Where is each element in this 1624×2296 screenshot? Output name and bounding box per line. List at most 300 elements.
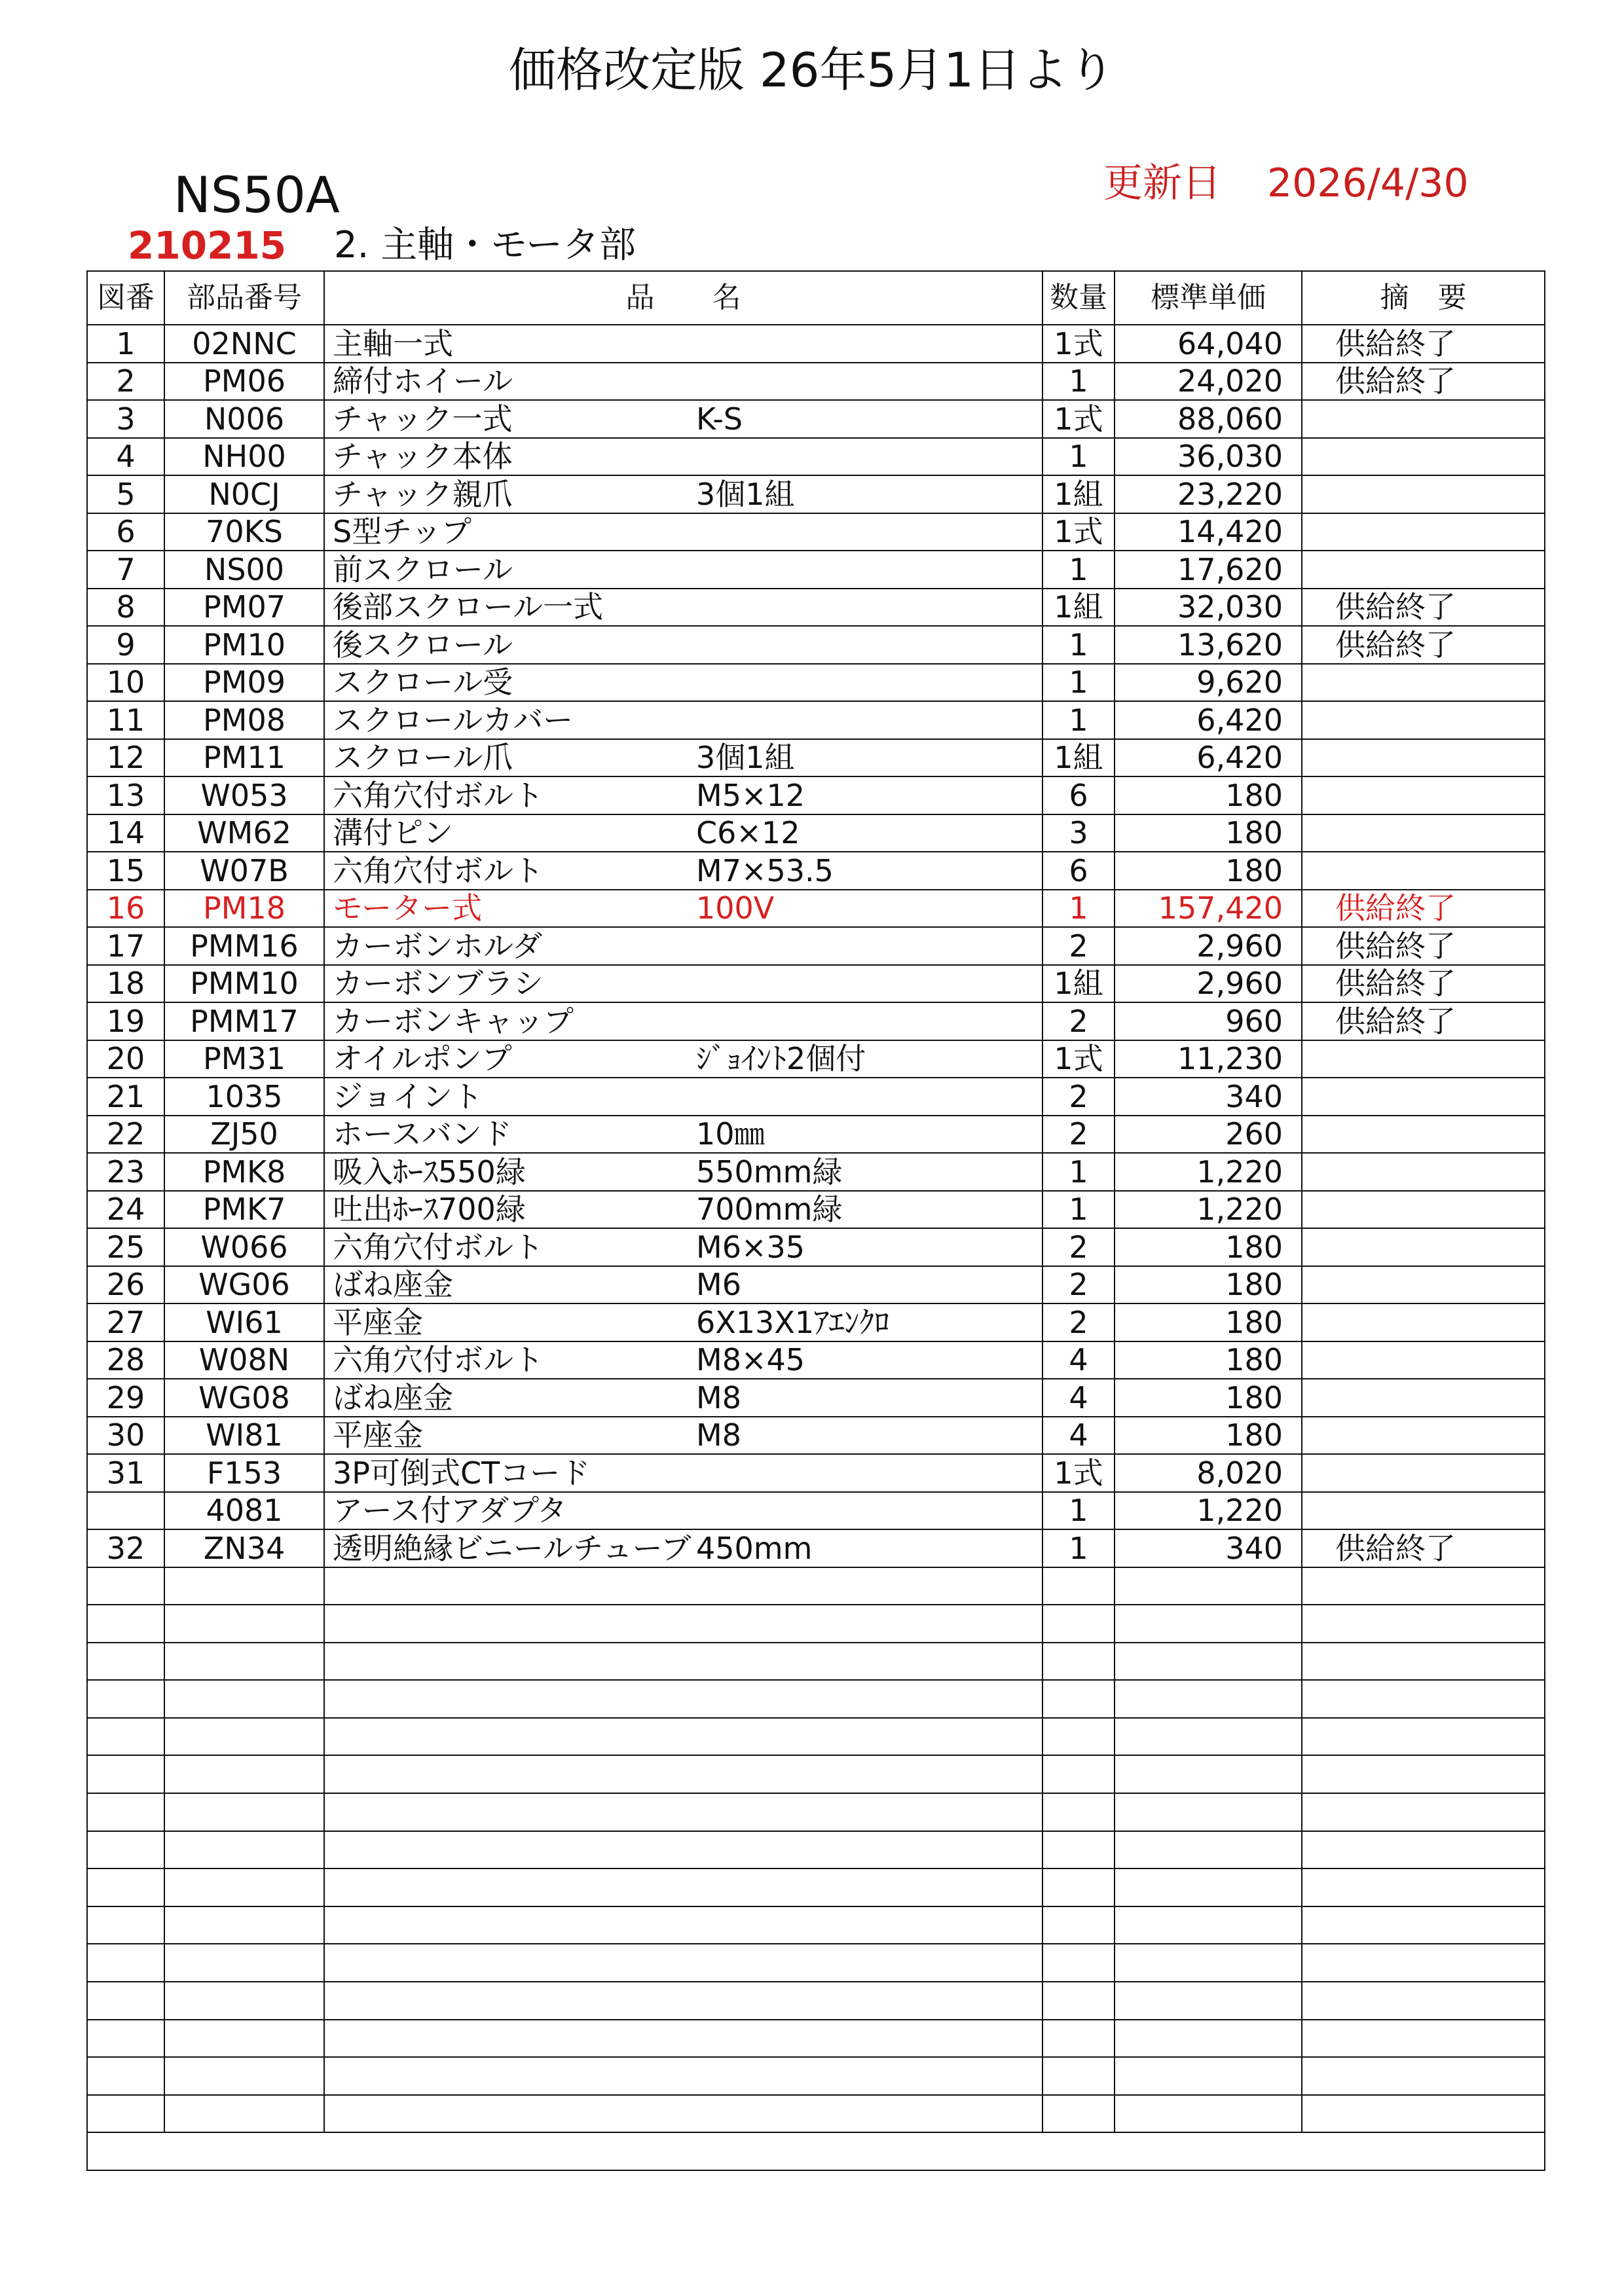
cell-name (324, 513, 1043, 551)
cell-name (324, 1379, 1043, 1417)
empty-cell (1043, 2057, 1115, 2095)
cell-note (1302, 1303, 1545, 1341)
cell-price: 8,020 (1115, 1454, 1302, 1492)
cell-part-no: W053 (164, 776, 324, 814)
cell-name (324, 551, 1043, 589)
cell-no: 7 (87, 551, 164, 589)
cell-qty: 1式 (1043, 1454, 1115, 1492)
empty-cell (1302, 1680, 1545, 1718)
part-name: カーボンキャップ (333, 1004, 574, 1038)
part-spec: M8 (696, 1418, 741, 1453)
cell-no: 21 (87, 1078, 164, 1116)
cell-name (324, 852, 1043, 890)
empty-row (87, 2095, 1545, 2133)
cell-note (1302, 438, 1545, 476)
part-spec: C6×12 (696, 816, 800, 850)
table-row (87, 1191, 1545, 1229)
cell-part-no: PM06 (164, 363, 324, 401)
empty-cell (1302, 1831, 1545, 1869)
cell-qty: 2 (1043, 1116, 1115, 1154)
cell-part-no: WG08 (164, 1379, 324, 1417)
empty-cell (1043, 1793, 1115, 1831)
cell-qty: 1 (1043, 1191, 1115, 1229)
cell-note (1302, 1492, 1545, 1530)
table-row (87, 438, 1545, 476)
cell-price: 24,020 (1115, 363, 1302, 401)
cell-part-no: NH00 (164, 438, 324, 476)
cell-price: 1,220 (1115, 1153, 1302, 1191)
document-code: 210215 (128, 223, 287, 268)
part-name: 前スクロール (333, 552, 513, 587)
cell-note: 供給終了 (1302, 589, 1545, 627)
cell-qty: 2 (1043, 927, 1115, 965)
cell-price: 340 (1115, 1078, 1302, 1116)
cell-note (1302, 1379, 1545, 1417)
table-row (87, 1341, 1545, 1379)
table-row (87, 1078, 1545, 1116)
table-row (87, 739, 1545, 777)
part-spec: 3個1組 (696, 740, 795, 775)
cell-price: 6,420 (1115, 739, 1302, 777)
part-name: カーボンブラシ (333, 966, 544, 1001)
part-spec: 700mm緑 (696, 1192, 843, 1227)
header-price: 標準単価 (1115, 271, 1302, 325)
empty-cell (1115, 2095, 1302, 2133)
cell-price: 6,420 (1115, 701, 1302, 739)
cell-qty: 4 (1043, 1417, 1115, 1455)
cell-qty: 1 (1043, 1153, 1115, 1191)
empty-cell (1115, 1944, 1302, 1982)
table-row (87, 701, 1545, 739)
cell-note (1302, 814, 1545, 852)
part-name: 主軸一式 (333, 326, 453, 361)
empty-cell (1302, 2057, 1545, 2095)
empty-cell (87, 1605, 164, 1643)
cell-note (1302, 1078, 1545, 1116)
cell-no: 6 (87, 513, 164, 551)
cell-note (1302, 1228, 1545, 1266)
cell-note: 供給終了 (1302, 927, 1545, 965)
cell-price: 17,620 (1115, 551, 1302, 589)
cell-note (1302, 1153, 1545, 1191)
part-name: 六角穴付ボルト (333, 1343, 544, 1377)
cell-price: 36,030 (1115, 438, 1302, 476)
empty-cell (1115, 1793, 1302, 1831)
cell-name (324, 701, 1043, 739)
part-spec: M6×35 (696, 1230, 805, 1264)
empty-cell (1043, 1643, 1115, 1681)
cell-part-no: W066 (164, 1228, 324, 1266)
cell-part-no: WG06 (164, 1266, 324, 1304)
cell-price: 32,030 (1115, 589, 1302, 627)
empty-cell (164, 1643, 324, 1681)
cell-no: 3 (87, 400, 164, 438)
cell-price: 180 (1115, 1341, 1302, 1379)
header-note: 摘 要 (1302, 271, 1545, 325)
cell-note: 供給終了 (1302, 890, 1545, 928)
empty-cell (1302, 2020, 1545, 2058)
cell-qty: 1 (1043, 664, 1115, 702)
empty-row (87, 2057, 1545, 2095)
empty-cell (1302, 1868, 1545, 1906)
empty-cell (1115, 1718, 1302, 1756)
empty-cell (164, 1944, 324, 1982)
cell-no: 18 (87, 965, 164, 1003)
cell-no: 14 (87, 814, 164, 852)
cell-note (1302, 1454, 1545, 1492)
cell-price: 340 (1115, 1529, 1302, 1567)
part-spec: 3個1組 (696, 477, 795, 511)
empty-cell (164, 1680, 324, 1718)
cell-price: 9,620 (1115, 664, 1302, 702)
cell-price: 180 (1115, 1303, 1302, 1341)
cell-no: 22 (87, 1116, 164, 1154)
table-row (87, 1116, 1545, 1154)
cell-name (324, 475, 1043, 513)
cell-qty: 1組 (1043, 475, 1115, 513)
cell-qty: 1組 (1043, 965, 1115, 1003)
updated-label: 更新日 (1103, 160, 1221, 206)
table-header-row (87, 271, 1545, 325)
cell-note (1302, 513, 1545, 551)
cell-part-no: PM09 (164, 664, 324, 702)
cell-part-no: 1035 (164, 1078, 324, 1116)
empty-cell (324, 1793, 1043, 1831)
table-row (87, 1153, 1545, 1191)
empty-cell (1115, 1605, 1302, 1643)
cell-no: 20 (87, 1040, 164, 1078)
empty-row (87, 1643, 1545, 1681)
cell-no: 31 (87, 1454, 164, 1492)
cell-part-no: N006 (164, 400, 324, 438)
cell-note (1302, 739, 1545, 777)
table-row (87, 927, 1545, 965)
cell-no: 5 (87, 475, 164, 513)
cell-name (324, 739, 1043, 777)
part-name: 3P可倒式CTコード (333, 1455, 591, 1490)
cell-note (1302, 1191, 1545, 1229)
part-name: 六角穴付ボルト (333, 853, 544, 888)
cell-no: 13 (87, 776, 164, 814)
cell-price: 2,960 (1115, 927, 1302, 965)
cell-note (1302, 701, 1545, 739)
part-name: スクロールカバー (333, 702, 574, 737)
empty-cell (1043, 1605, 1115, 1643)
empty-cell (1115, 1868, 1302, 1906)
cell-name (324, 400, 1043, 438)
cell-name (324, 1040, 1043, 1078)
cell-name (324, 1153, 1043, 1191)
part-name: S型チップ (333, 515, 471, 549)
empty-cell (1043, 2020, 1115, 2058)
cell-price: 2,960 (1115, 965, 1302, 1003)
cell-part-no: ZN34 (164, 1529, 324, 1567)
cell-name (324, 1266, 1043, 1304)
part-name: 締付ホイール (333, 364, 513, 399)
empty-cell (324, 1755, 1043, 1793)
empty-cell (1043, 2095, 1115, 2133)
cell-qty: 1式 (1043, 325, 1115, 363)
cell-note (1302, 776, 1545, 814)
cell-qty: 1式 (1043, 513, 1115, 551)
cell-name (324, 438, 1043, 476)
cell-qty: 1 (1043, 551, 1115, 589)
part-name: チャック親爪 (333, 477, 513, 511)
updated-date: 2026/4/30 (1267, 160, 1469, 206)
empty-cell (1302, 1643, 1545, 1681)
part-name: チャック一式 (333, 401, 513, 436)
cell-name (324, 1492, 1043, 1530)
empty-row (87, 1831, 1545, 1869)
cell-price: 180 (1115, 1266, 1302, 1304)
cell-price: 23,220 (1115, 475, 1302, 513)
cell-note: 供給終了 (1302, 965, 1545, 1003)
cell-name (324, 1341, 1043, 1379)
cell-part-no: PM11 (164, 739, 324, 777)
table-row (87, 589, 1545, 627)
cell-part-no: PMK8 (164, 1153, 324, 1191)
empty-row (87, 1718, 1545, 1756)
table-row (87, 965, 1545, 1003)
empty-cell (87, 1982, 164, 2020)
table-row (87, 1417, 1545, 1455)
empty-row (87, 1793, 1545, 1831)
empty-cell (324, 1718, 1043, 1756)
cell-part-no: W08N (164, 1341, 324, 1379)
table-row (87, 363, 1545, 401)
table-row (87, 400, 1545, 438)
cell-qty: 2 (1043, 1002, 1115, 1040)
cell-no: 28 (87, 1341, 164, 1379)
table-row (87, 1228, 1545, 1266)
cell-part-no: PMM10 (164, 965, 324, 1003)
cell-no (87, 1492, 164, 1530)
cell-part-no: WM62 (164, 814, 324, 852)
empty-cell (1043, 1831, 1115, 1869)
empty-cell (324, 1567, 1043, 1605)
cell-no: 4 (87, 438, 164, 476)
cell-note: 供給終了 (1302, 325, 1545, 363)
cell-part-no: NS00 (164, 551, 324, 589)
cell-part-no: PM08 (164, 701, 324, 739)
empty-row (87, 1680, 1545, 1718)
cell-qty: 4 (1043, 1341, 1115, 1379)
cell-price: 180 (1115, 1379, 1302, 1417)
empty-row (87, 1944, 1545, 1982)
empty-cell (164, 1793, 324, 1831)
part-name: 吸入ﾎｰｽ550緑 (333, 1154, 526, 1189)
cell-qty: 3 (1043, 814, 1115, 852)
empty-cell (1115, 1831, 1302, 1869)
cell-name (324, 927, 1043, 965)
empty-cell (164, 1718, 324, 1756)
empty-row (87, 1605, 1545, 1643)
cell-qty: 1 (1043, 1492, 1115, 1530)
part-name: 六角穴付ボルト (333, 1230, 544, 1264)
parts-table-body (87, 325, 1545, 2170)
empty-cell (1115, 1643, 1302, 1681)
cell-price: 180 (1115, 776, 1302, 814)
cell-part-no: WI81 (164, 1417, 324, 1455)
cell-part-no: W07B (164, 852, 324, 890)
header-qty: 数量 (1043, 271, 1115, 325)
part-name: オイルポンプ (333, 1042, 512, 1076)
cell-no: 32 (87, 1529, 164, 1567)
table-row (87, 1002, 1545, 1040)
empty-row (87, 2020, 1545, 2058)
empty-cell (1302, 1718, 1545, 1756)
cell-no: 17 (87, 927, 164, 965)
empty-cell (324, 1680, 1043, 1718)
empty-cell (324, 2057, 1043, 2095)
empty-cell (1115, 2020, 1302, 2058)
empty-cell (164, 1868, 324, 1906)
empty-cell (1043, 1944, 1115, 1982)
empty-cell (87, 1831, 164, 1869)
table-row (87, 551, 1545, 589)
part-name: 平座金 (333, 1418, 423, 1453)
cell-no: 24 (87, 1191, 164, 1229)
cell-name (324, 776, 1043, 814)
cell-name (324, 814, 1043, 852)
empty-row (87, 1755, 1545, 1793)
empty-cell (164, 1567, 324, 1605)
empty-row (87, 1982, 1545, 2020)
cell-note (1302, 551, 1545, 589)
empty-cell (1115, 1755, 1302, 1793)
empty-cell (87, 1868, 164, 1906)
empty-cell (1302, 1567, 1545, 1605)
cell-price: 11,230 (1115, 1040, 1302, 1078)
cell-part-no: N0CJ (164, 475, 324, 513)
cell-no: 9 (87, 626, 164, 664)
empty-row (87, 1906, 1545, 1944)
empty-cell (164, 2020, 324, 2058)
empty-cell (164, 1605, 324, 1643)
cell-name (324, 664, 1043, 702)
cell-part-no: PM10 (164, 626, 324, 664)
cell-note: 供給終了 (1302, 626, 1545, 664)
empty-cell (1302, 1906, 1545, 1944)
cell-part-no: PM31 (164, 1040, 324, 1078)
empty-cell (87, 1944, 164, 1982)
cell-qty: 4 (1043, 1379, 1115, 1417)
empty-cell (164, 2057, 324, 2095)
cell-price: 157,420 (1115, 890, 1302, 928)
cell-no: 23 (87, 1153, 164, 1191)
part-name: 後スクロール (333, 627, 513, 662)
part-name: チャック本体 (333, 439, 513, 474)
table-row (87, 513, 1545, 551)
part-spec: M5×12 (696, 778, 805, 812)
cell-price: 180 (1115, 1228, 1302, 1266)
cell-no: 26 (87, 1266, 164, 1304)
part-name: カーボンホルダ (333, 928, 543, 963)
empty-cell (164, 1982, 324, 2020)
cell-part-no: 70KS (164, 513, 324, 551)
table-row (87, 1454, 1545, 1492)
cell-no: 10 (87, 664, 164, 702)
part-name: スクロール爪 (333, 740, 513, 775)
cell-no: 19 (87, 1002, 164, 1040)
cell-price: 180 (1115, 852, 1302, 890)
part-spec: K-S (696, 401, 743, 436)
empty-cell (87, 1680, 164, 1718)
cell-qty: 1 (1043, 363, 1115, 401)
empty-cell (1043, 1680, 1115, 1718)
header-part-no: 部品番号 (164, 271, 324, 325)
part-spec: M8×45 (696, 1343, 805, 1377)
cell-qty: 1 (1043, 701, 1115, 739)
cell-note (1302, 852, 1545, 890)
empty-cell (324, 1868, 1043, 1906)
cell-name (324, 1454, 1043, 1492)
empty-cell (1115, 1680, 1302, 1718)
empty-cell (324, 2095, 1043, 2133)
table-row (87, 1303, 1545, 1341)
cell-note: 供給終了 (1302, 1002, 1545, 1040)
cell-no: 1 (87, 325, 164, 363)
empty-cell (324, 1831, 1043, 1869)
empty-cell (1043, 1906, 1115, 1944)
cell-price: 1,220 (1115, 1191, 1302, 1229)
part-name: 透明絶縁ビニールチューブ (333, 1531, 692, 1565)
cell-name (324, 1078, 1043, 1116)
table-row (87, 1492, 1545, 1530)
part-spec: 6X13X1ｱｴﾝｸﾛ (696, 1305, 890, 1339)
document-title: 価格改定版 26年5月1日より (508, 43, 1116, 98)
table-row (87, 1379, 1545, 1417)
updated-line (1103, 154, 1469, 213)
cell-qty: 2 (1043, 1266, 1115, 1304)
cell-price: 13,620 (1115, 626, 1302, 664)
part-spec: M7×53.5 (696, 853, 834, 888)
model-name: NS50A (174, 166, 340, 224)
part-name: 平座金 (333, 1305, 423, 1339)
empty-cell (324, 2020, 1043, 2058)
cell-part-no: ZJ50 (164, 1116, 324, 1154)
cell-qty: 2 (1043, 1228, 1115, 1266)
table-row (87, 325, 1545, 363)
cell-note (1302, 1341, 1545, 1379)
cell-note (1302, 475, 1545, 513)
empty-cell (1302, 1793, 1545, 1831)
empty-cell (1302, 1944, 1545, 1982)
empty-cell (324, 1944, 1043, 1982)
cell-qty: 6 (1043, 776, 1115, 814)
cell-note: 供給終了 (1302, 1529, 1545, 1567)
cell-name (324, 589, 1043, 627)
cell-price: 64,040 (1115, 325, 1302, 363)
cell-name (324, 1529, 1043, 1567)
empty-cell (87, 1718, 164, 1756)
cell-price: 88,060 (1115, 400, 1302, 438)
cell-part-no: PMM17 (164, 1002, 324, 1040)
table-row (87, 852, 1545, 890)
cell-name (324, 965, 1043, 1003)
part-name: ばね座金 (333, 1267, 453, 1302)
empty-cell (1043, 1567, 1115, 1605)
empty-cell (87, 1906, 164, 1944)
cell-price: 260 (1115, 1116, 1302, 1154)
empty-cell (1115, 1906, 1302, 1944)
empty-cell (324, 1643, 1043, 1681)
cell-no: 29 (87, 1379, 164, 1417)
cell-part-no: WI61 (164, 1303, 324, 1341)
empty-cell (324, 1605, 1043, 1643)
part-name: ホースバンド (333, 1117, 512, 1152)
cell-qty: 2 (1043, 1303, 1115, 1341)
